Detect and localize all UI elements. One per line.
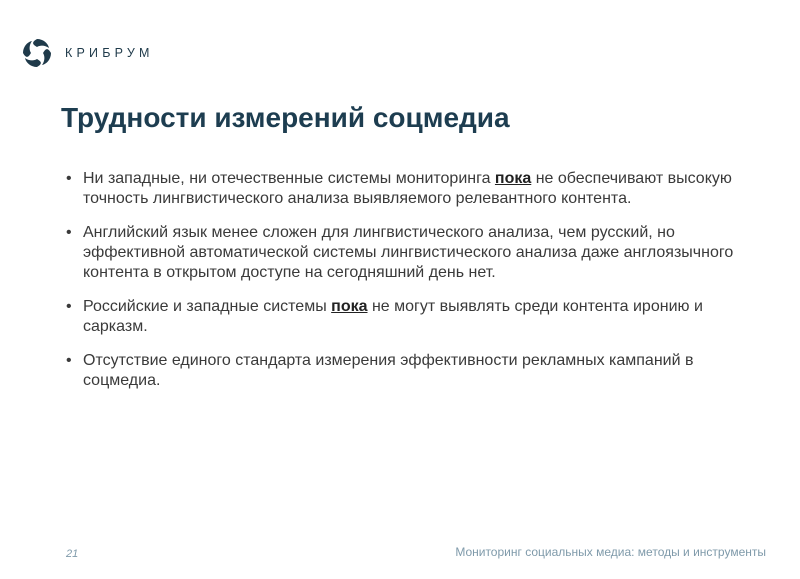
bullet-text: не обеспечивают высокую точность лингвистического анализа выявляемого релевантного контента. bbox=[83, 170, 732, 207]
slide-title: Трудности измерений соцмедиа bbox=[61, 102, 510, 133]
bullet-item bbox=[66, 223, 746, 283]
kribrum-swirl-logo-icon bbox=[21, 37, 53, 69]
bullet-text: Российские и западные системы bbox=[83, 298, 332, 315]
logo bbox=[21, 37, 154, 69]
bullet-text: не могут выявлять среди контента иронию и сарказм. bbox=[83, 298, 703, 335]
bullet-item bbox=[66, 297, 746, 337]
bullet-item bbox=[66, 169, 746, 209]
bullet-bold-text: пока bbox=[494, 170, 532, 187]
page-number: 21 bbox=[66, 548, 79, 560]
logo-text: КРИБРУМ bbox=[65, 46, 154, 60]
bullet-dot: • bbox=[66, 298, 72, 315]
bullet-dot: • bbox=[66, 170, 72, 187]
bullet-text: Ни западные, ни отечественные системы мониторинга bbox=[83, 170, 495, 187]
bullet-dot: • bbox=[66, 352, 72, 369]
bullet-text: Английский язык менее сложен для лингвистического анализа, чем русский, но эффективной автоматической системы лингвистического анализа даже англоязычного контента в открытом доступе на сегодняшний день нет. bbox=[83, 224, 734, 281]
footer-text: Мониторинг социальных медиа: методы и инструменты bbox=[455, 545, 766, 559]
bullet-dot: • bbox=[66, 224, 72, 241]
bullet-bold-text: пока bbox=[331, 298, 368, 315]
bullet-list bbox=[66, 169, 746, 405]
bullet-item bbox=[66, 351, 746, 391]
bullet-text: Отсутствие единого стандарта измерения эффективности рекламных кампаний в соцмедиа. bbox=[83, 352, 694, 389]
